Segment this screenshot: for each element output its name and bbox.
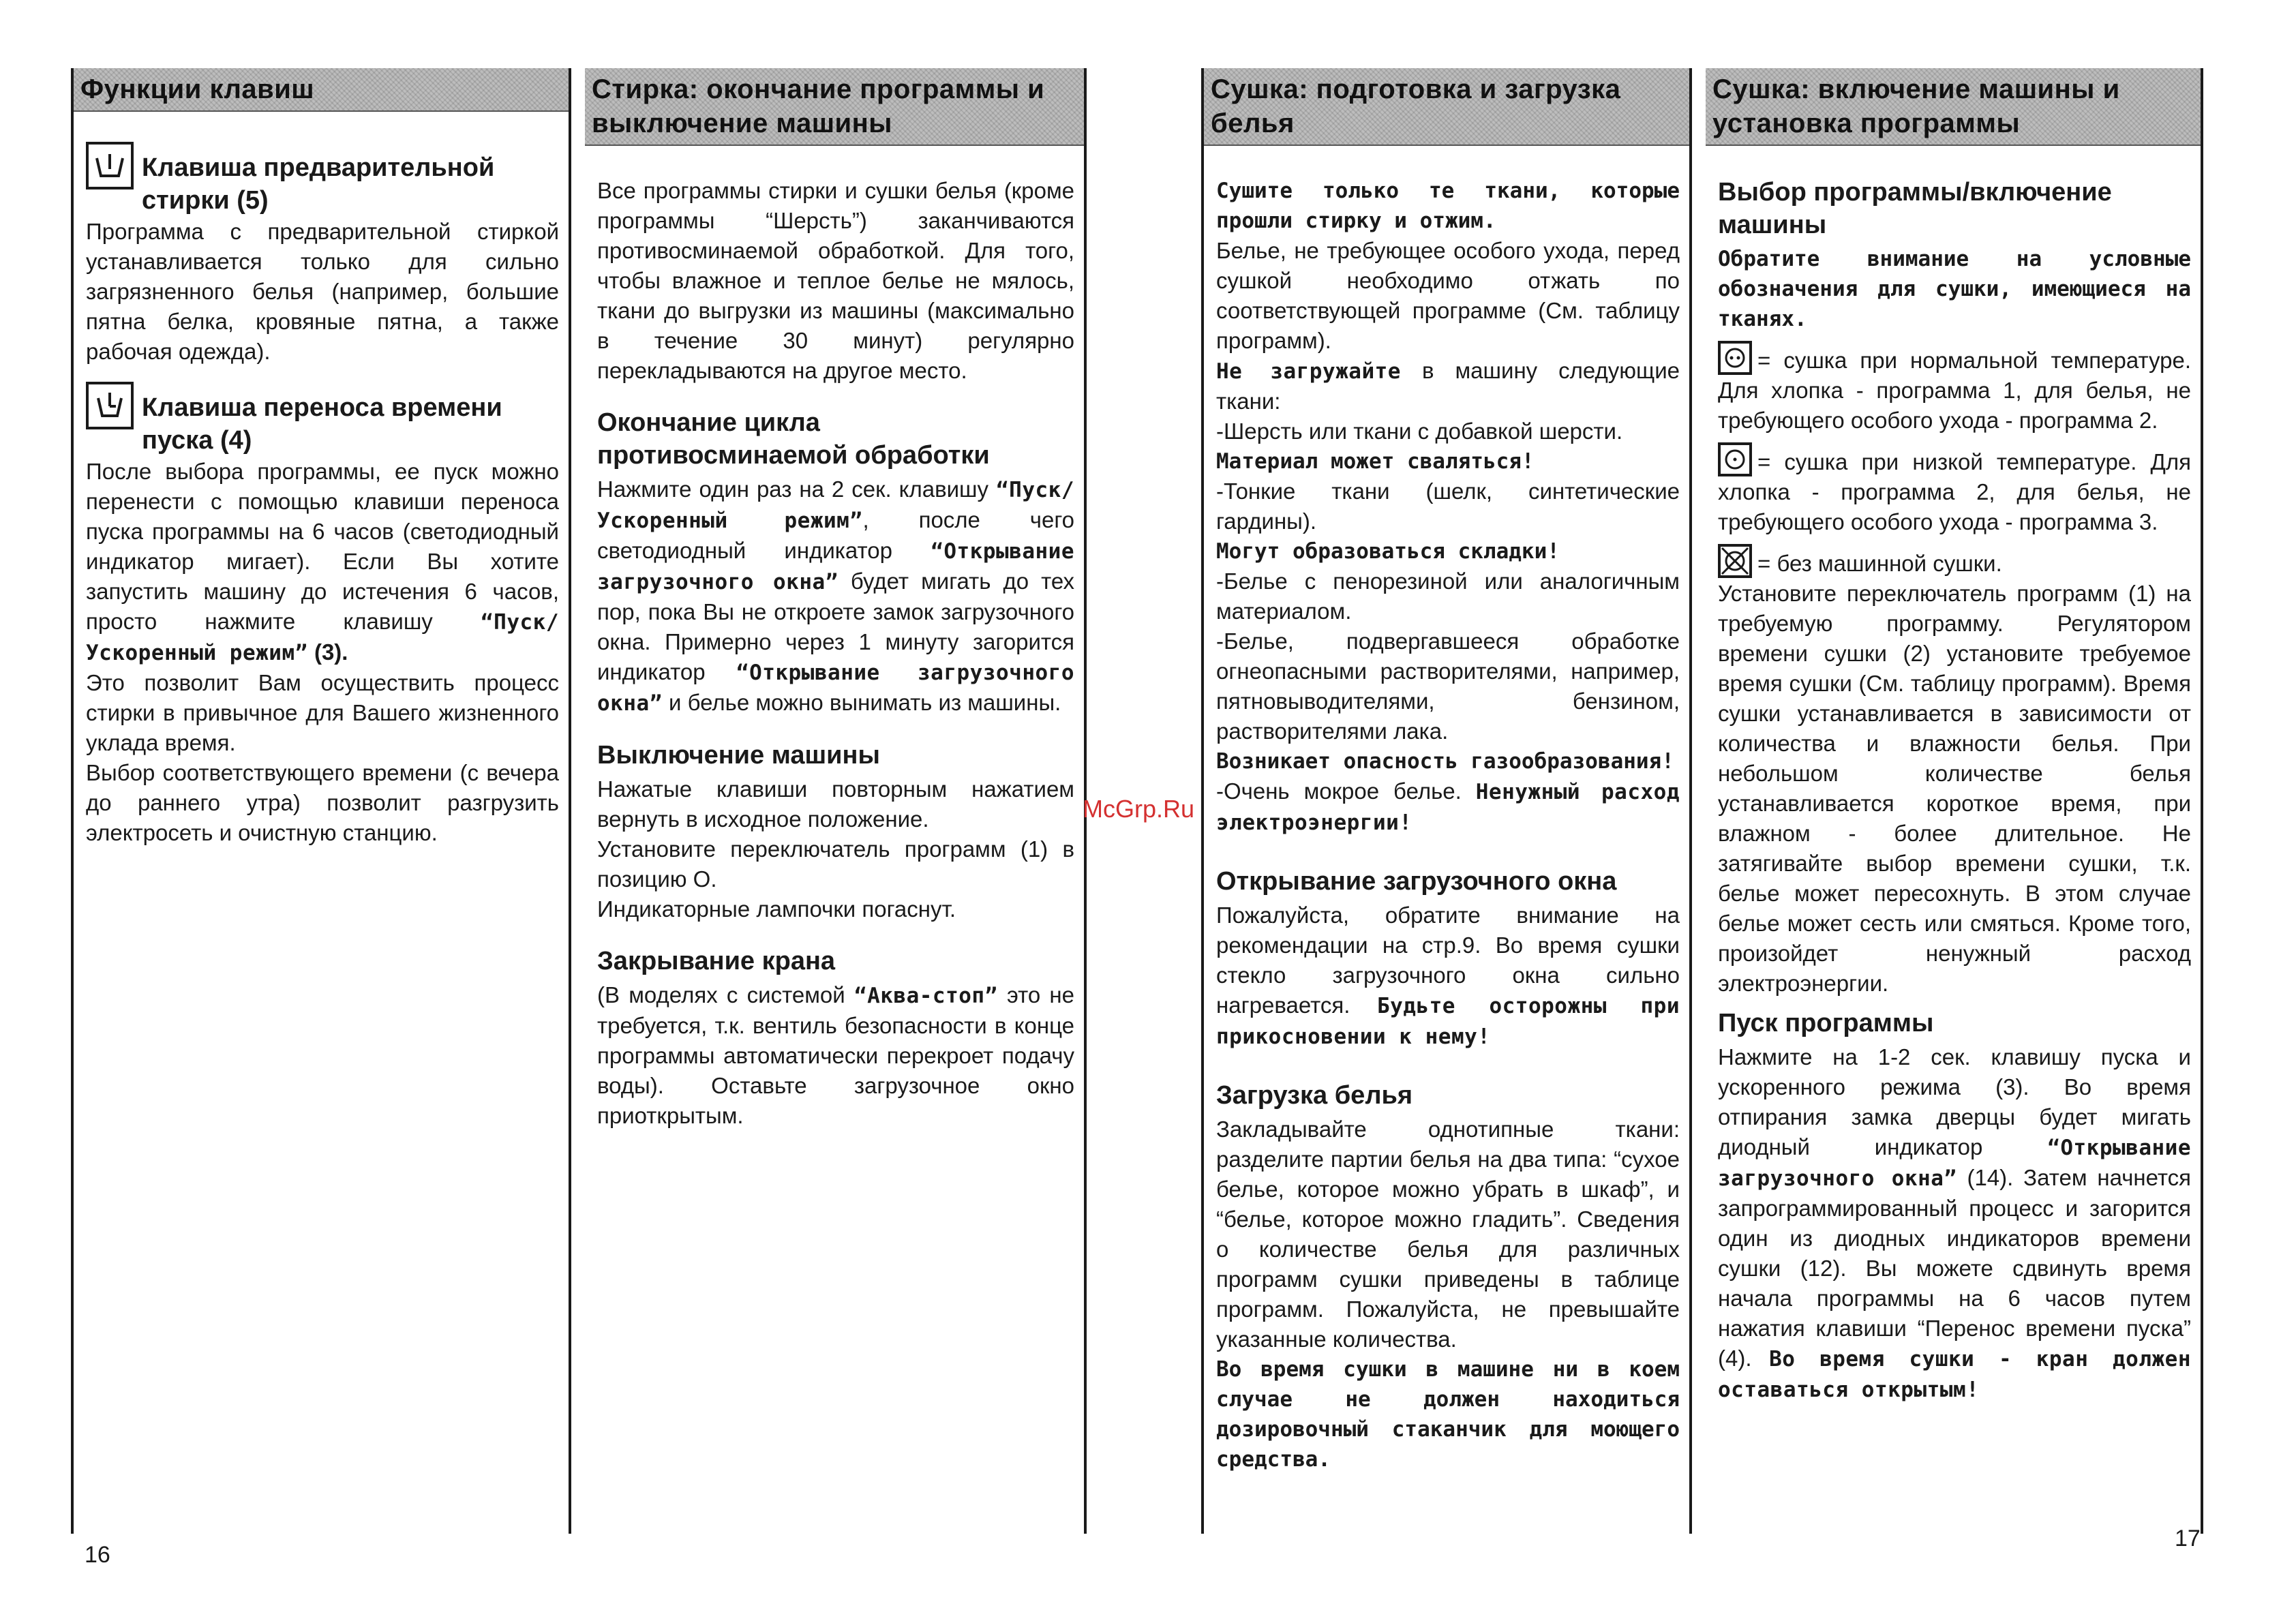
- column-wash-end: [585, 68, 1087, 1534]
- program-start-c: (14). Затем начнется запрограммированный процесс и загорится один из диодных индикаторов времени сушки (12). Вы можете сдвинуть время начала программы на 6 часов путем нажатия клавиши “Перенос времени пуска” (4).: [1718, 1165, 2191, 1371]
- prewash-key-title: Клавиша предварительной стирки (5): [142, 153, 495, 215]
- symbol-low-temp-text: = сушка при низкой температуре. Для хлопка - программа 2, для белья, не требующего особого ухода - программа 3.: [1718, 449, 2191, 534]
- dry-warning-3: [1216, 446, 1680, 476]
- dry-dont-load-a: Не загружайте: [1216, 359, 1401, 384]
- watermark: McGrp.Ru: [1083, 795, 1195, 823]
- switch-off-title: Выключение машины: [597, 741, 880, 770]
- delay-text-a: После выбора программы, ее пуск можно перенести с помощью клавиши переноса пуска программы на 6 часов (светодиодный индикатор мигает). Если Вы хотите запустить машину до истечения 6 часов, просто нажмите клавишу: [86, 459, 559, 634]
- program-select-text: Установите переключатель программ (1) на требуемую программу. Регулятором времени сушки (2) установите требуемое время сушки (См. таблицу программ). Время сушки устанавливается в зависимости от количества и влажности белья. При небольшом количестве белья устанавливается короткое время, при влажном - более длительное. Не затягивайте выбор времени сушки, т.к. белье может пересохнуть. В этом случае белье может сесть или смяться. Кроме того, произойдет ненужный расход электроэнергии.: [1718, 581, 2191, 996]
- tap-close-c: это не требуется, т.к. вентиль безопасности в конце программы автоматически перекроет подачу воды). Оставьте загрузочное окно приоткрытым.: [597, 982, 1074, 1128]
- delay-start-icon: [86, 382, 134, 429]
- dry-low-temp-icon: [1718, 442, 1752, 476]
- dry-warning-5: [1216, 746, 1680, 776]
- dry-item-1: -Шерсть или ткани с добавкой шерсти.: [1216, 419, 1623, 444]
- column-key-functions: [71, 68, 571, 1534]
- section-header: Сушка: подготовка и загрузка белья: [1204, 68, 1689, 146]
- dry-item-2: -Тонкие ткани (шелк, синтетические гардины).: [1216, 479, 1680, 534]
- loading-title: Загрузка белья: [1216, 1081, 1413, 1110]
- column-drying-preparation: [1201, 68, 1692, 1534]
- dry-warn4-text: Могут образоваться складки!: [1216, 539, 1560, 564]
- dry-item-3: -Белье с пенорезиной или аналогичным материалом.: [1216, 568, 1680, 624]
- door-open-title: Открывание загрузочного окна: [1216, 867, 1617, 896]
- anticrease-d: “Открывание загрузочного окна”: [597, 539, 1074, 594]
- dry-dont-load: [1216, 356, 1680, 416]
- symbol-no-tumble: [1718, 544, 2191, 579]
- door-open-a: Пожалуйста, обратите внимание на рекомендации на стр.9. Во время сушки стекло загрузочного окна сильно нагревается.: [1216, 902, 1680, 1018]
- tap-close-title: Закрывание крана: [597, 947, 836, 975]
- switch-off-text-1: Нажатые клавиши повторным нажатием вернуть в исходное положение.: [597, 776, 1074, 832]
- program-start-d: Во время сушки - кран должен оставаться открытым!: [1718, 1347, 2191, 1402]
- dry-warn5-text: Возникает опасность газообразования!: [1216, 749, 1674, 774]
- switch-off-text-3: Индикаторные лампочки погаснут.: [597, 896, 956, 922]
- dry-item5-a: -Очень мокрое белье.: [1216, 778, 1476, 804]
- tap-close-a: (В моделях с системой: [597, 982, 854, 1007]
- dry-warning-4: [1216, 536, 1680, 566]
- symbol-normal-temp: [1718, 341, 2191, 436]
- section-header: Стирка: окончание программы и выключение машины: [585, 68, 1084, 146]
- page-right: [1148, 0, 2296, 1623]
- program-start-a: Нажмите на 1-2 сек. клавишу пуска и ускоренного режима (3). Во время отпирания замка дверцы будет мигать диодный индикатор: [1718, 1044, 2191, 1159]
- door-open-text: [1216, 900, 1680, 1052]
- delay-text-b: “Пуск/ Ускоренный режим”: [86, 610, 559, 665]
- delay-text-c: (3).: [307, 639, 348, 665]
- delay-key-heading: [86, 382, 559, 457]
- symbol-no-tumble-text: = без машинной сушки.: [1757, 551, 2002, 576]
- program-start-text: [1718, 1042, 2191, 1405]
- section-header: Сушка: включение машины и установка программы: [1706, 68, 2201, 146]
- page-number-right: 17: [2175, 1526, 2201, 1551]
- dry-item-4: -Белье, подвергавшееся обработке огнеопасными растворителями, например, пятновыводителями, бензином, растворителями лака.: [1216, 628, 1680, 744]
- dry-dont-load-b: в машину следующие ткани:: [1216, 358, 1680, 414]
- anticrease-e: будет мигать до тех пор, пока Вы не откроете замок загрузочного окна. Примерно через 1 минуту загорится индикатор: [597, 568, 1074, 684]
- section-header: Функции клавиш: [74, 68, 569, 112]
- dry-warning-6: [1216, 1354, 1680, 1474]
- symbol-low-temp: [1718, 442, 2191, 537]
- dry-item5-b: Ненужный расход электроэнергии!: [1216, 780, 1680, 835]
- delay-key-title: Клавиша переноса времени пуска (4): [142, 393, 502, 455]
- anticrease-a: Нажмите один раз на 2 сек. клавишу: [597, 476, 997, 502]
- prewash-key-text: Программа с предварительной стиркой устанавливается только для сильно загрязненного белья (например, большие пятна белка, кровяные пятна, а также рабочая одежда).: [86, 219, 559, 364]
- delay-key-text-2: Это позволит Вам осуществить процесс стирки в привычное для Вашего жизненного уклада время.: [86, 670, 559, 755]
- tap-close-text: [597, 980, 1074, 1131]
- delay-key-text-3: Выбор соответствующего времени (с вечера до раннего утра) позволит разгрузить электросеть и очистную станцию.: [86, 760, 559, 845]
- dry-normal-temp-icon: [1718, 341, 1752, 375]
- loading-text: Закладывайте однотипные ткани: разделите партии белья на два типа: “сухое белье, которое можно убрать в шкаф”, и “белье, которое можно гладить”. Сведения о количестве белья для различных программ сушки приведены в таблице программ. Пожалуйста, не превышайте указанные количества.: [1216, 1117, 1680, 1352]
- anticrease-text: [597, 474, 1074, 718]
- anticrease-f: “Открывание загрузочного окна”: [597, 661, 1074, 716]
- dry-item-5: [1216, 776, 1680, 838]
- dry-warning-1: [1216, 176, 1680, 236]
- prewash-key-heading: [86, 142, 559, 217]
- dry-warn3-text: Материал может сваляться!: [1216, 449, 1535, 474]
- anticrease-b: “Пуск/ Ускоренный режим”: [597, 478, 1074, 533]
- prewash-icon: [86, 142, 134, 189]
- delay-key-text-1: [86, 457, 559, 668]
- tap-close-b: “Аква-стоп”: [854, 984, 998, 1008]
- program-start-b: “Открывание загрузочного окна”: [1718, 1136, 2191, 1191]
- dry-warn1-text: Сушите только те ткани, которые прошли стирку и отжим.: [1216, 179, 1680, 233]
- anticrease-title: Окончание цикла противосминаемой обработки: [597, 408, 990, 470]
- door-open-b: Будьте осторожны при прикосновении к нему!: [1216, 994, 1680, 1049]
- page-number-left: 16: [85, 1542, 110, 1568]
- symbols-warning-text: Обратите внимание на условные обозначения для сушки, имеющиеся на тканях.: [1718, 247, 2191, 331]
- anticrease-c: , после чего светодиодный индикатор: [597, 507, 1075, 563]
- program-select-title: Выбор программы/включение машины: [1718, 178, 2112, 239]
- dry-p1: Белье, не требующее особого ухода, перед сушкой необходимо отжать по соответствующей программе (См. таблицу программ).: [1216, 238, 1680, 353]
- symbols-warning: [1718, 244, 2191, 334]
- anticrease-g: и белье можно вынимать из машины.: [662, 690, 1061, 715]
- dry-warn6-text: Во время сушки в машине ни в коем случае не должен находиться дозировочный стаканчик для моющего средства.: [1216, 1357, 1680, 1472]
- switch-off-text-2: Установите переключатель программ (1) в позицию О.: [597, 836, 1074, 892]
- program-start-title: Пуск программы: [1718, 1009, 1934, 1037]
- no-tumble-dry-icon: [1718, 544, 1752, 578]
- column-drying-start: [1706, 68, 2203, 1534]
- wash-end-intro: Все программы стирки и сушки белья (кроме программы “Шерсть”) заканчиваются противосминаемой обработкой. Для того, чтобы влажное и теплое белье не мялось, ткани до выгрузки из машины (максимально в течение 30 минут) регулярно перекладываются на другое место.: [597, 178, 1074, 383]
- symbol-normal-temp-text: = сушка при нормальной температуре. Для хлопка - программа 1, для белья, не требующего особого ухода - программа 2.: [1718, 348, 2191, 433]
